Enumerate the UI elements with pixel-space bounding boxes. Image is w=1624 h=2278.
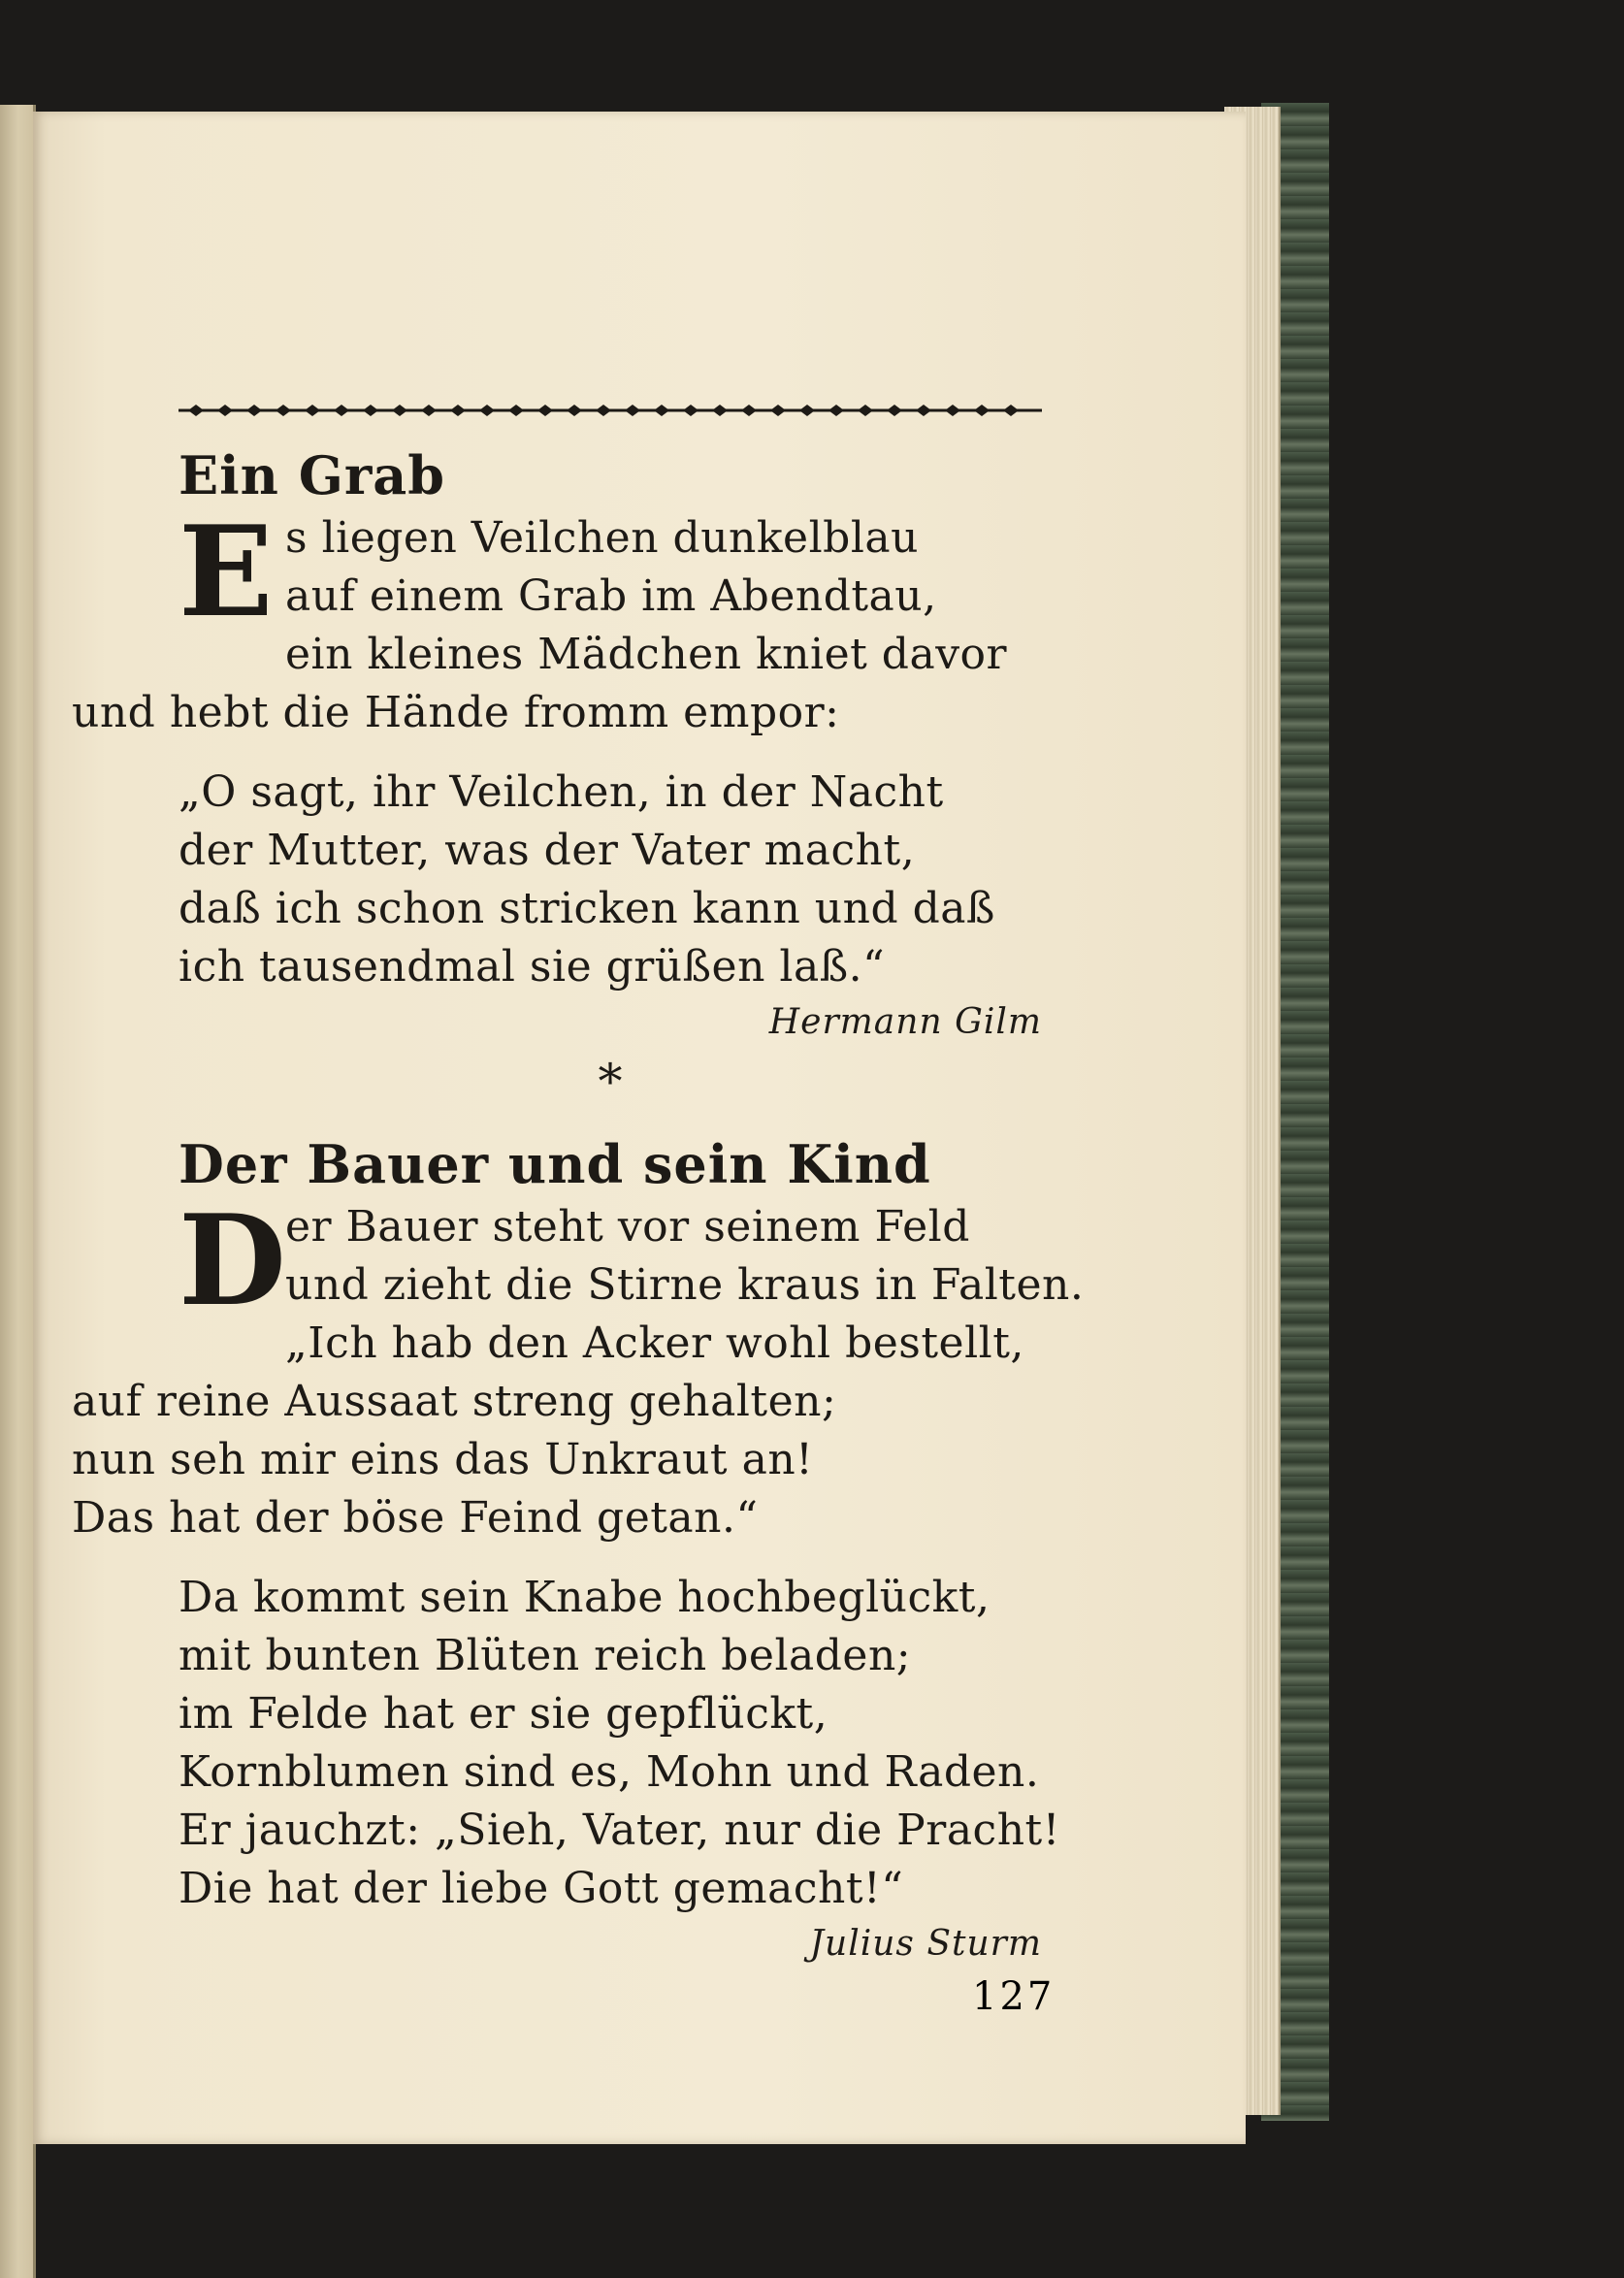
drop-cap: E — [179, 500, 274, 645]
decorative-rule — [179, 401, 1042, 420]
verse-line: im Felde hat er sie gepflückt, — [179, 1689, 828, 1739]
verse-line: mit bunten Blüten reich beladen; — [179, 1631, 912, 1680]
poem-title: Der Bauer und sein Kind — [179, 1133, 931, 1195]
verse-line: und zieht die Stirne kraus in Falten. — [285, 1260, 1085, 1310]
page-content — [72, 441, 1085, 1969]
poem-author: Julius Sturm — [809, 1924, 1042, 1964]
stanza — [179, 764, 1042, 996]
verse-line: „Ich hab den Acker wohl bestellt, — [285, 1318, 1024, 1368]
verse-line: Das hat der böse Feind getan.“ — [72, 1493, 759, 1543]
verse-line: Er jauchzt: „Sieh, Vater, nur die Pracht! — [179, 1806, 1060, 1855]
verse-line: nun seh mir eins das Unkraut an! — [72, 1435, 814, 1484]
stanza — [72, 1188, 1085, 1547]
verse-line: auf einem Grab im Abendtau, — [285, 571, 937, 621]
verse-line: ich tausendmal sie grüßen laß.“ — [179, 942, 886, 992]
poem-body — [72, 500, 1042, 996]
verse-line: ein kleines Mädchen kniet davor — [285, 630, 1008, 679]
verse-line: Da kommt sein Knabe hochbeglückt, — [179, 1573, 991, 1622]
page-number: 127 — [972, 1974, 1056, 2019]
verse-line: „O sagt, ihr Veilchen, in der Nacht — [179, 767, 944, 817]
verse-line: s liegen Veilchen dunkelblau — [285, 513, 919, 563]
verse-line: Kornblumen sind es, Mohn und Raden. — [179, 1747, 1040, 1797]
section-separator: * — [598, 1054, 623, 1110]
facing-page-edge — [0, 105, 36, 2278]
drop-cap: D — [179, 1188, 286, 1334]
verse-line: daß ich schon stricken kann und daß — [179, 884, 995, 933]
verse-line: der Mutter, was der Vater macht, — [179, 826, 916, 875]
verse-line: und hebt die Hände fromm empor: — [72, 688, 840, 737]
verse-line: er Bauer steht vor seinem Feld — [285, 1202, 970, 1252]
verse-line: Die hat der liebe Gott gemacht!“ — [179, 1864, 904, 1913]
poem-title: Ein Grab — [179, 444, 446, 506]
verse-line: auf reine Aussaat streng gehalten; — [72, 1377, 837, 1426]
poem-author: Hermann Gilm — [768, 1002, 1042, 1042]
stanza — [72, 500, 1042, 742]
poem-body — [72, 1188, 1085, 1918]
book-page — [33, 112, 1246, 2144]
stanza — [179, 1569, 1060, 1918]
